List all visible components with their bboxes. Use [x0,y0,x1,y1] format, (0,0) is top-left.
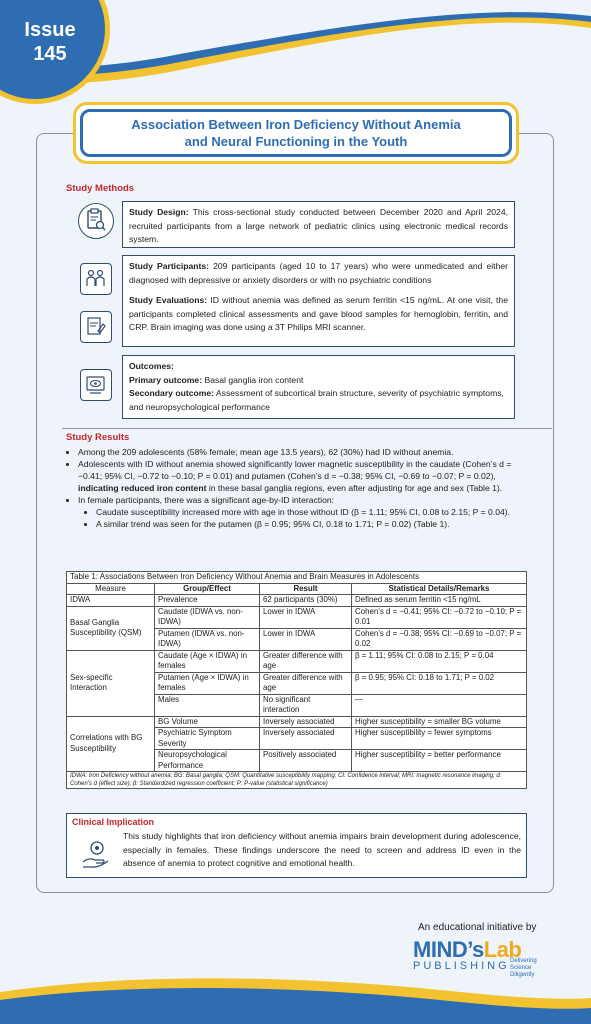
table-footnote: IDWA: Iron Deficiency without anemia; BG: Basal ganglia; QSM: Quantitative susceptibility mapping; CI: Confidence interval; MRI: magnetic resonance imaging; d: Cohen’s d (effect size); β: Standardized regression coefficient; P: P-value (statistical significance) [67,772,527,789]
participants-icon [80,263,112,295]
results-list [66,446,528,530]
brain-hand-icon [79,836,115,872]
table-caption: Table 1: Associations Between Iron Deficiency Without Anemia and Brain Measures in Adolescents [67,572,527,584]
result-sub-bullet-1: • Caudate susceptibility increased more with age in those without ID (β = 1.11; 95% CI, 0.08 to 2.15; P = 0.04). [96,506,528,518]
study-participants-text: Study Participants: 209 participants (aged 10 to 17 years) who were unmedicated and either diagnosed with depressive or anxiety disorders or with no psychiatric conditions [129,261,508,285]
title-box [73,102,519,164]
methods-heading: Study Methods [66,183,135,194]
table-header: Result [260,583,352,595]
clinical-text: This study highlights that iron deficiency without anemia impairs brain development during adolescence, especially in females. These findings underscore the need to screen and address ID even in the absence of anemia to protect cognitive and emotional health. [123,831,521,868]
table-row: Psychiatric Symptom Severity Inversely associated Higher susceptibility = fewer symptoms [67,728,527,750]
outcome-eye-icon [80,369,112,401]
clinical-implication-box [66,813,527,878]
table-row: Correlations with BG Susceptibility BG Volume Inversely associated Higher susceptibility = smaller BG volume [67,716,527,728]
table-row: Neuropsychological Performance Positively associated Higher susceptibility = better performance [67,750,527,772]
page-title-line2: and Neural Functioning in the Youth [184,134,408,149]
publisher-logo-subtitle: PUBLISHING [413,960,510,972]
result-sub-bullet-2: • A similar trend was seen for the putamen (β = 0.95; 95% CI, 0.18 to 1.71; P = 0.02) (Table 1). [96,518,528,530]
clipboard-search-icon [78,203,114,239]
publisher-logo: MIND’sLab [413,937,522,962]
outcomes-box: Outcomes: Primary outcome: Basal ganglia iron content Secondary outcome: Assessment of subcortical brain structure, severity of psychiatric symptoms, and neuropsychological performance [122,355,515,419]
publisher-tagline: Delivering Science Diligently [510,958,537,978]
table-header: Statistical Details/Remarks [352,583,527,595]
clinical-heading: Clinical Implication [72,817,155,827]
table-row: Males No significant interaction — [67,694,527,716]
table-row: Putamen (Age × IDWA) in females Greater difference with age β = 0.95; 95% CI: 0.18 to 1.71; P = 0.02 [67,672,527,694]
section-divider [62,428,552,429]
table-row: Putamen (IDWA vs. non-IDWA) Lower in IDWA Cohen’s d = −0.38; 95% CI: −0.69 to −0.07; P = 0.02 [67,628,527,650]
page-title-line1: Association Between Iron Deficiency Without Anemia [131,117,461,132]
issue-label: Issue 145 [24,19,76,65]
results-table [66,571,527,789]
table-row: Sex-specific Interaction Caudate (Age × IDWA) in females Greater difference with age β = 1.11; 95% CI: 0.08 to 2.15; P = 0.04 [67,650,527,672]
study-design-box: Study Design: This cross-sectional study conducted between December 2020 and April 2024, recruited participants from a large network of pediatric clinics using electronic medical records system. [122,201,515,248]
table-row: IDWA Prevalence 62 participants (30%) Defined as serum ferritin <15 ng/mL [67,595,527,607]
result-bullet-1: • Among the 209 adolescents (58% female; mean age 13.5 years), 62 (30%) had ID without anemia. [78,446,528,458]
table-row: Basal Ganglia Susceptibility (QSM) Caudate (IDWA vs. non-IDWA) Lower in IDWA Cohen’s d = −0.41; 95% CI: −0.72 to −0.10; P = 0.01 [67,606,527,628]
initiative-text: An educational initiative by [418,922,537,933]
study-evaluations-text: Study Evaluations: ID without anemia was defined as serum ferritin <15 ng/mL. At one visit, the participants completed clinical assessments and gave blood samples for hemoglobin, ferritin, and CRP. Brain imaging was done using a 3T Philips MRI scanner. [129,295,508,332]
evaluation-icon [80,311,112,343]
result-bullet-2: • Adolescents with ID without anemia showed significantly lower magnetic susceptibility in the caudate (Cohen’s d = −0.41; 95% CI, −0.72 to −0.10; P = 0.01) and putamen (Cohen’s d = −0.38; 95% CI, −0.69 to −0.07; P = 0.02), indicating reduced iron content in these basal ganglia regions, even after adjusting for age and sex (Table 1). [78,458,528,494]
results-heading: Study Results [66,432,130,443]
table-header: Measure [67,583,155,595]
table-header-row [67,583,527,595]
result-bullet-3: • In female participants, there was a significant age-by-ID interaction: • Caudate susceptibility increased more with age in those without ID (β = 1.11; 95% CI, 0.08 to 2.15; P = 0.04). • A similar trend was seen for the putamen (β = 0.95; 95% CI, 0.18 to 1.71; P = 0.02) (Table 1). [78,494,528,530]
participants-evaluations-box [122,255,515,347]
table-header: Group/Effect [155,583,260,595]
